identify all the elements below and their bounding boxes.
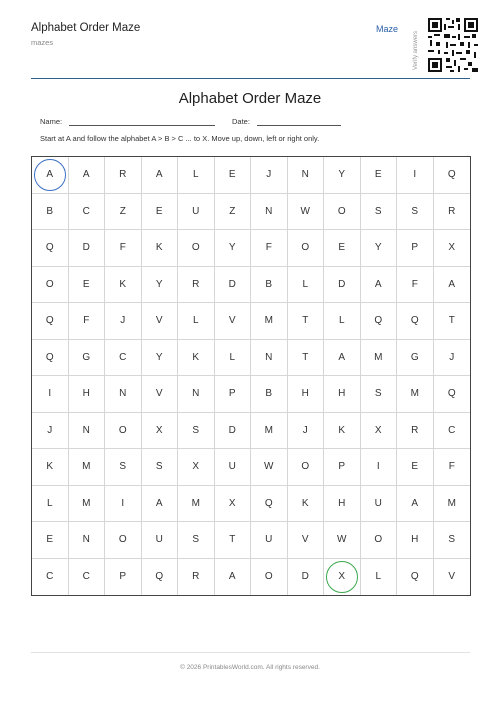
maze-cell[interactable]: C xyxy=(105,340,142,377)
maze-cell[interactable]: C xyxy=(69,559,106,596)
maze-cell[interactable]: C xyxy=(69,194,106,231)
maze-cell[interactable]: M xyxy=(69,486,106,523)
maze-cell[interactable]: V xyxy=(288,522,325,559)
maze-cell[interactable]: J xyxy=(105,303,142,340)
maze-cell[interactable]: H xyxy=(288,376,325,413)
maze-cell[interactable]: Q xyxy=(397,559,434,596)
maze-cell[interactable]: N xyxy=(251,194,288,231)
maze-cell[interactable]: F xyxy=(434,449,471,486)
maze-cell[interactable]: D xyxy=(324,267,361,304)
maze-cell[interactable]: X xyxy=(178,449,215,486)
maze-cell[interactable]: M xyxy=(69,449,106,486)
maze-cell[interactable]: U xyxy=(251,522,288,559)
maze-cell[interactable]: B xyxy=(32,194,69,231)
footer-divider xyxy=(31,652,470,653)
maze-cell[interactable]: P xyxy=(105,559,142,596)
maze-cell[interactable]: K xyxy=(32,449,69,486)
maze-cell[interactable]: X xyxy=(215,486,252,523)
maze-cell[interactable]: L xyxy=(361,559,398,596)
maze-cell[interactable]: N xyxy=(69,413,106,450)
header-title: Alphabet Order Maze xyxy=(31,22,141,34)
maze-cell[interactable]: W xyxy=(288,194,325,231)
maze-cell[interactable]: E xyxy=(361,157,398,194)
maze-cell[interactable]: A xyxy=(434,267,471,304)
maze-cell[interactable]: K xyxy=(142,230,179,267)
maze-cell[interactable]: E xyxy=(397,449,434,486)
maze-cell[interactable]: D xyxy=(215,267,252,304)
maze-cell[interactable]: F xyxy=(397,267,434,304)
maze-cell[interactable]: J xyxy=(288,413,325,450)
maze-cell[interactable]: A xyxy=(361,267,398,304)
maze-cell[interactable]: E xyxy=(142,194,179,231)
maze-cell[interactable]: O xyxy=(288,230,325,267)
maze-cell[interactable]: J xyxy=(32,413,69,450)
maze-cell[interactable]: T xyxy=(288,303,325,340)
maze-cell[interactable]: F xyxy=(105,230,142,267)
maze-cell[interactable]: Z xyxy=(105,194,142,231)
maze-cell[interactable]: A xyxy=(142,486,179,523)
maze-link[interactable]: Maze xyxy=(376,24,399,34)
maze-cell[interactable]: R xyxy=(178,559,215,596)
maze-cell[interactable]: R xyxy=(397,413,434,450)
maze-cell[interactable]: M xyxy=(251,303,288,340)
maze-cell[interactable]: H xyxy=(324,486,361,523)
maze-cell[interactable]: L xyxy=(178,303,215,340)
date-label: Date: xyxy=(232,117,250,126)
name-label: Name: xyxy=(40,117,63,126)
maze-cell[interactable]: O xyxy=(324,194,361,231)
maze-cell[interactable]: I xyxy=(105,486,142,523)
name-line[interactable] xyxy=(69,125,215,126)
maze-cell[interactable]: Y xyxy=(361,230,398,267)
maze-cell[interactable]: E xyxy=(215,157,252,194)
maze-cell[interactable]: L xyxy=(32,486,69,523)
maze-cell[interactable]: A xyxy=(215,559,252,596)
qr-code-icon[interactable] xyxy=(428,18,478,72)
maze-cell[interactable]: N xyxy=(251,340,288,377)
maze-cell[interactable]: O xyxy=(178,230,215,267)
maze-cell[interactable]: U xyxy=(215,449,252,486)
maze-cell[interactable]: P xyxy=(324,449,361,486)
maze-cell[interactable]: Y xyxy=(142,340,179,377)
maze-cell[interactable]: S xyxy=(397,194,434,231)
maze-cell[interactable]: N xyxy=(69,522,106,559)
maze-cell[interactable]: P xyxy=(215,376,252,413)
maze-cell[interactable]: M xyxy=(361,340,398,377)
maze-cell[interactable]: E xyxy=(69,267,106,304)
maze-cell[interactable]: H xyxy=(397,522,434,559)
maze-cell[interactable]: V xyxy=(448,571,456,583)
maze-cell[interactable]: K xyxy=(178,340,215,377)
maze-cell[interactable]: Q xyxy=(251,486,288,523)
maze-cell[interactable]: V xyxy=(142,303,179,340)
maze-cell[interactable]: A xyxy=(32,157,69,194)
maze-cell[interactable]: Q xyxy=(397,303,434,340)
maze-cell[interactable]: H xyxy=(69,376,106,413)
maze-cell[interactable]: R xyxy=(178,267,215,304)
maze-cell[interactable]: S xyxy=(178,522,215,559)
date-line[interactable] xyxy=(257,125,341,126)
maze-cell[interactable]: O xyxy=(32,267,69,304)
maze-cell[interactable]: F xyxy=(251,230,288,267)
instructions: Start at A and follow the alphabet A > B > C ... to X. Move up, down, left or right only. xyxy=(40,134,320,143)
maze-cell[interactable]: H xyxy=(324,376,361,413)
maze-cell[interactable]: C xyxy=(434,413,471,450)
maze-cell[interactable]: K xyxy=(324,413,361,450)
maze-cell[interactable]: I xyxy=(361,449,398,486)
maze-cell[interactable]: T xyxy=(288,340,325,377)
maze-cell[interactable]: M xyxy=(434,486,471,523)
maze-cell[interactable]: A xyxy=(142,157,179,194)
worksheet-title: Alphabet Order Maze xyxy=(178,90,322,107)
maze-cell[interactable]: G xyxy=(69,340,106,377)
maze-cell[interactable]: X xyxy=(324,559,361,596)
maze-grid xyxy=(31,156,471,596)
page-header xyxy=(0,0,500,80)
maze-cell[interactable]: O xyxy=(361,522,398,559)
maze-cell[interactable]: N xyxy=(288,157,325,194)
maze-cell[interactable]: P xyxy=(397,230,434,267)
maze-cell[interactable]: V xyxy=(142,376,179,413)
maze-cell[interactable]: S xyxy=(105,449,142,486)
maze-cell[interactable]: M xyxy=(397,376,434,413)
maze-cell[interactable]: N xyxy=(178,376,215,413)
maze-cell[interactable]: Q xyxy=(434,157,471,194)
maze-cell[interactable]: K xyxy=(288,486,325,523)
maze-cell[interactable]: U xyxy=(361,486,398,523)
maze-cell[interactable]: U xyxy=(178,194,215,231)
header-divider xyxy=(31,78,470,79)
verify-answers-label: Verify answers xyxy=(413,30,419,70)
maze-cell[interactable]: C xyxy=(32,559,69,596)
maze-cell[interactable]: J xyxy=(251,157,288,194)
maze-cell[interactable]: M xyxy=(251,413,288,450)
maze-cell[interactable]: O xyxy=(288,449,325,486)
maze-cell[interactable]: Z xyxy=(215,194,252,231)
maze-cell[interactable]: S xyxy=(178,413,215,450)
maze-cell[interactable]: L xyxy=(288,267,325,304)
maze-cell[interactable]: Q xyxy=(32,340,69,377)
maze-cell[interactable]: D xyxy=(288,559,325,596)
maze-cell[interactable]: S xyxy=(142,449,179,486)
maze-cell[interactable]: J xyxy=(434,340,471,377)
maze-cell[interactable]: A xyxy=(69,157,106,194)
maze-cell[interactable]: L xyxy=(324,303,361,340)
maze-cell[interactable]: I xyxy=(32,376,69,413)
maze-cell[interactable]: D xyxy=(215,413,252,450)
maze-cell[interactable]: Q xyxy=(434,376,471,413)
maze-cell[interactable]: Q xyxy=(361,303,398,340)
maze-cell[interactable]: S xyxy=(361,194,398,231)
maze-cell[interactable]: K xyxy=(105,267,142,304)
maze-cell[interactable]: E xyxy=(32,522,69,559)
maze-cell[interactable]: I xyxy=(397,157,434,194)
maze-cell[interactable]: R xyxy=(105,157,142,194)
maze-cell[interactable]: E xyxy=(324,230,361,267)
maze-cell[interactable]: O xyxy=(251,559,288,596)
maze-cell[interactable]: L xyxy=(215,340,252,377)
maze-cell[interactable]: S xyxy=(434,522,471,559)
maze-cell[interactable]: R xyxy=(434,194,471,231)
maze-cell[interactable]: D xyxy=(69,230,106,267)
maze-cell[interactable]: Y xyxy=(324,157,361,194)
maze-cell[interactable]: Q xyxy=(32,230,69,267)
maze-cell[interactable]: A xyxy=(324,340,361,377)
maze-cell[interactable]: Q xyxy=(32,303,69,340)
maze-cell[interactable]: S xyxy=(361,376,398,413)
maze-cell[interactable]: N xyxy=(105,376,142,413)
maze-cell[interactable]: Q xyxy=(142,559,179,596)
maze-cell[interactable]: T xyxy=(215,522,252,559)
maze-cell[interactable]: X xyxy=(361,413,398,450)
maze-cell[interactable]: O xyxy=(105,522,142,559)
header-subtitle: mazes xyxy=(31,38,54,47)
maze-cell[interactable]: Y xyxy=(215,230,252,267)
maze-cell[interactable]: X xyxy=(142,413,179,450)
maze-cell[interactable]: O xyxy=(105,413,142,450)
maze-cell[interactable]: B xyxy=(251,376,288,413)
maze-cell[interactable]: U xyxy=(142,522,179,559)
maze-cell[interactable]: G xyxy=(397,340,434,377)
maze-cell[interactable]: V xyxy=(215,303,252,340)
maze-cell[interactable]: W xyxy=(251,449,288,486)
maze-cell[interactable]: B xyxy=(251,267,288,304)
footer-copyright: © 2026 PrintablesWorld.com. All rights reserved. xyxy=(180,664,320,671)
maze-cell[interactable]: Y xyxy=(142,267,179,304)
maze-cell[interactable]: L xyxy=(178,157,215,194)
maze-cell[interactable]: A xyxy=(397,486,434,523)
maze-cell[interactable]: F xyxy=(69,303,106,340)
maze-cell[interactable]: X xyxy=(434,230,471,267)
maze-cell[interactable]: M xyxy=(178,486,215,523)
maze-cell[interactable]: T xyxy=(434,303,471,340)
maze-cell[interactable]: W xyxy=(324,522,361,559)
